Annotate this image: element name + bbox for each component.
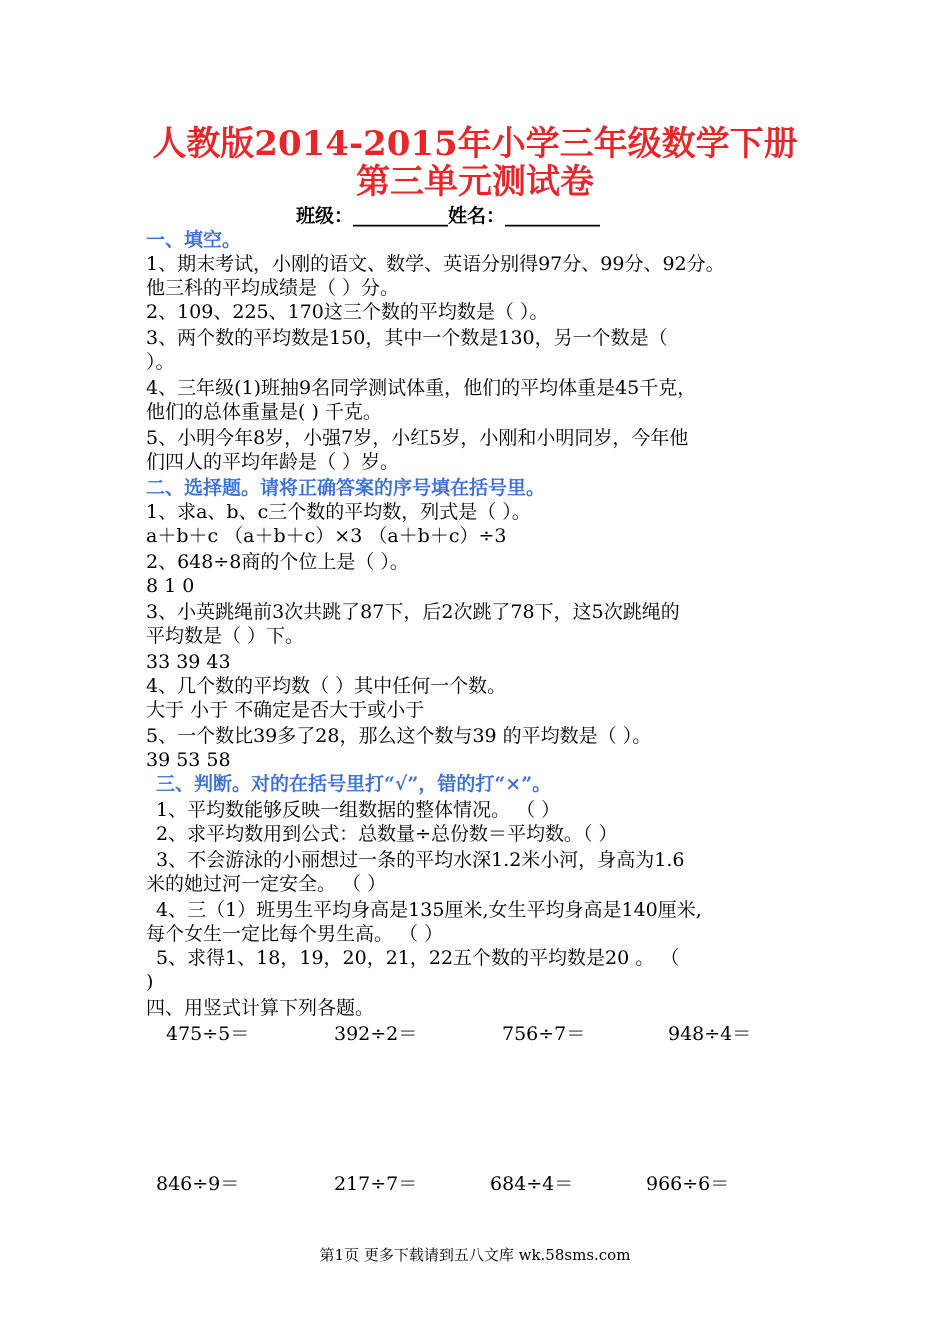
question-line: 2、648÷8商的个位上是（ ）。 xyxy=(146,551,409,573)
question-line: 1、平均数能够反映一组数据的整体情况。 （ ） xyxy=(156,799,561,821)
calc-problem: 756÷7＝ xyxy=(502,1023,586,1045)
question-line: 1、求a、b、c三个数的平均数，列式是（ ）。 xyxy=(146,501,531,523)
question-line: 3、小英跳绳前3次共跳了87下，后2次跳了78下，这5次跳绳的 xyxy=(146,601,680,623)
question-line: 5、求得1、18，19，20，21，22五个数的平均数是20 。 （ xyxy=(156,947,680,969)
question-line: 每个女生一定比每个男生高。 （ ） xyxy=(146,923,444,945)
calc-problem: 948÷4＝ xyxy=(668,1023,752,1045)
question-line: ) xyxy=(146,971,154,993)
question-line: 3、不会游泳的小丽想过一条的平均水深1.2米小河，身高为1.6 xyxy=(156,849,685,871)
calc-problem: 846÷9＝ xyxy=(156,1173,240,1195)
section2-heading: 二、选择题。请将正确答案的序号填在括号里。 xyxy=(146,477,546,499)
question-line: 1、期末考试，小刚的语文、数学、英语分别得97分、99分、92分。 xyxy=(146,253,725,275)
section4-heading: 四、用竖式计算下列各题。 xyxy=(146,997,375,1019)
section1-heading: 一、填空。 xyxy=(146,229,242,251)
question-line: 3、两个数的平均数是150，其中一个数是130，另一个数是（ xyxy=(146,327,668,349)
option-line: 33 39 43 xyxy=(146,651,231,673)
page-footer: 第1页 更多下载请到五八文库 wk.58sms.com xyxy=(319,1246,631,1264)
student-info: 班级：__________姓名：__________ xyxy=(296,205,601,227)
calc-problem: 684÷4＝ xyxy=(490,1173,574,1195)
question-line: 5、小明今年8岁，小强7岁，小红5岁，小刚和小明同岁，今年他 xyxy=(146,427,689,449)
question-line: 2、109、225、170这三个数的平均数是（ ）。 xyxy=(146,301,549,323)
section3-heading: 三、判断。对的在括号里打“√”，错的打“×”。 xyxy=(156,773,552,795)
question-line: 4、三（1）班男生平均身高是135厘米,女生平均身高是140厘米, xyxy=(156,899,702,921)
calc-problem: 217÷7＝ xyxy=(334,1173,418,1195)
option-line: 39 53 58 xyxy=(146,749,231,771)
calc-problem: 966÷6＝ xyxy=(646,1173,730,1195)
question-line: 他们的总体重量是( ) 千克。 xyxy=(146,401,382,423)
question-line: 4、三年级(1)班抽9名同学测试体重，他们的平均体重是45千克， xyxy=(146,377,697,399)
option-line: a＋b＋c （a＋b＋c）×3 （a＋b＋c）÷3 xyxy=(146,525,507,547)
question-line: ）。 xyxy=(146,351,175,373)
option-line: 大于 小于 不确定是否大于或小于 xyxy=(146,699,425,721)
question-line: 5、一个数比39多了28，那么这个数与39 的平均数是（ ）。 xyxy=(146,725,652,747)
question-line: 4、几个数的平均数（ ）其中任何一个数。 xyxy=(146,675,507,697)
calc-problem: 392÷2＝ xyxy=(334,1023,418,1045)
calc-problem: 475÷5＝ xyxy=(166,1023,250,1045)
question-line: 们四人的平均年龄是（ ）岁。 xyxy=(146,451,400,473)
question-line: 米的她过河一定安全。 （ ） xyxy=(146,873,387,895)
page-subtitle: 第三单元测试卷 xyxy=(356,162,594,202)
page-title: 人教版2014-2015年小学三年级数学下册 xyxy=(152,124,798,164)
question-line: 2、求平均数用到公式：总数量÷总份数＝平均数。（ ） xyxy=(156,823,618,845)
question-line: 平均数是（ ）下。 xyxy=(146,625,305,647)
question-line: 他三科的平均成绩是（ ）分。 xyxy=(146,277,400,299)
option-line: 8 1 0 xyxy=(146,575,195,597)
